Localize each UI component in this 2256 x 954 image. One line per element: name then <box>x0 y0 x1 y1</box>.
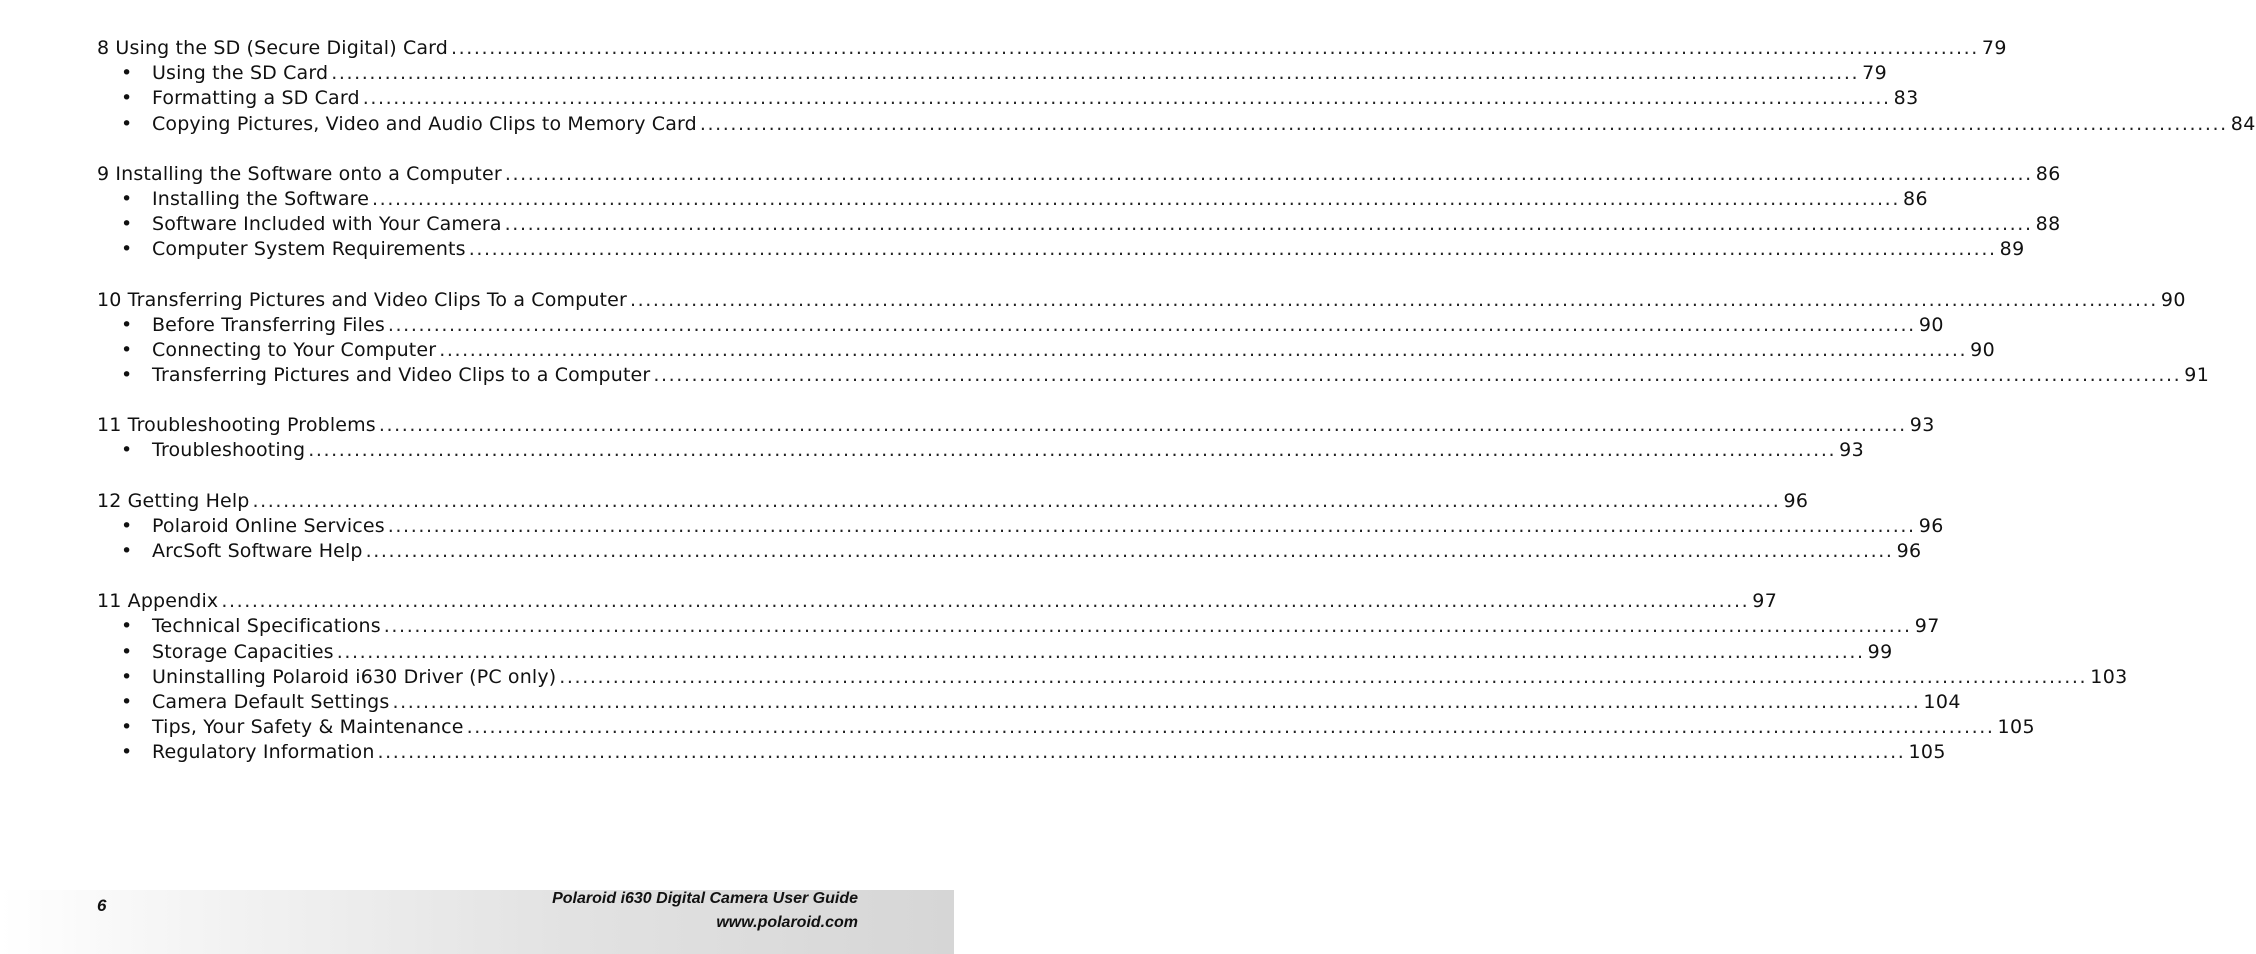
bullet-icon: • <box>121 238 133 261</box>
toc-section <box>97 162 2061 263</box>
toc-entry-label: 9 Installing the Software onto a Computer <box>97 162 502 185</box>
toc-subentry <box>97 112 2256 137</box>
dot-leader: ........................................................................................................................................................................................................ <box>331 62 1860 85</box>
toc-chapter <box>97 413 1935 438</box>
toc-page-number: 79 <box>1862 62 1888 85</box>
toc-page-number: 84 <box>2230 112 2256 135</box>
dot-leader: ........................................................................................................................................................................................................ <box>559 665 2088 688</box>
toc-page-number: 105 <box>1908 741 1946 764</box>
bullet-icon: • <box>121 540 133 562</box>
bullet-icon: • <box>121 741 133 764</box>
toc-entry-label: 11 Appendix <box>97 590 219 613</box>
table-of-contents <box>97 36 2256 791</box>
toc-section <box>97 288 2210 389</box>
toc-page-number: 96 <box>1896 540 1922 562</box>
dot-leader: ........................................................................................................................................................................................................ <box>629 288 2158 311</box>
toc-entry-label: Connecting to Your Computer <box>152 338 437 361</box>
toc-entry-label: 8 Using the SD (Secure Digital) Card <box>97 37 448 59</box>
dot-leader: ........................................................................................................................................................................................................ <box>308 439 1837 462</box>
bullet-icon: • <box>121 640 133 663</box>
dot-leader: ........................................................................................................................................................................................................ <box>336 640 1865 663</box>
toc-entry-label: Uninstalling Polaroid i630 Driver (PC only) <box>152 665 557 688</box>
guide-title: Polaroid i630 Digital Camera User Guide <box>552 890 858 907</box>
toc-chapter <box>97 489 1809 514</box>
toc-entry-label: Computer System Requirements <box>152 238 466 261</box>
toc-entry-label: Formatting a SD Card <box>152 87 360 110</box>
toc-entry-label: Before Transferring Files <box>152 313 385 336</box>
website-url[interactable]: www.polaroid.com <box>716 914 858 931</box>
toc-entry-label: Transferring Pictures and Video Clips to a Computer <box>152 364 651 387</box>
toc-subentry <box>97 715 2036 740</box>
toc-section <box>97 589 2128 765</box>
toc-page-number: 97 <box>1914 615 1940 638</box>
toc-page-number: 103 <box>2090 665 2128 688</box>
toc-chapter <box>97 288 2186 313</box>
bullet-icon: • <box>121 338 133 361</box>
dot-leader: ........................................................................................................................................................................................................ <box>362 87 1891 110</box>
page-footer <box>0 890 954 954</box>
dot-leader: ........................................................................................................................................................................................................ <box>653 364 2182 387</box>
dot-leader: ........................................................................................................................................................................................................ <box>699 112 2228 135</box>
toc-subentry <box>97 740 1946 765</box>
toc-entry-label: Copying Pictures, Video and Audio Clips to Memory Card <box>152 112 697 135</box>
dot-leader: ........................................................................................................................................................................................................ <box>504 213 2033 236</box>
toc-entry-label: Software Included with Your Camera <box>152 213 502 236</box>
toc-entry-label: Technical Specifications <box>152 615 381 638</box>
dot-leader: ........................................................................................................................................................................................................ <box>387 313 1916 336</box>
toc-page-number: 96 <box>1918 514 1944 537</box>
toc-subentry <box>97 614 1940 639</box>
toc-entry-label: Using the SD Card <box>152 62 329 85</box>
toc-page-number: 83 <box>1893 87 1919 110</box>
toc-entry-label: Tips, Your Safety & Maintenance <box>152 716 464 739</box>
dot-leader: ........................................................................................................................................................................................................ <box>387 514 1916 537</box>
toc-section <box>97 489 1944 565</box>
bullet-icon: • <box>121 716 133 739</box>
toc-subentry <box>97 212 2061 237</box>
toc-entry-label: Storage Capacities <box>152 640 334 663</box>
toc-page-number: 79 <box>1981 37 2007 59</box>
toc-page-number: 86 <box>1902 187 1928 210</box>
toc-page-number: 99 <box>1867 640 1893 663</box>
dot-leader: ........................................................................................................................................................................................................ <box>504 162 2033 185</box>
toc-subentry <box>97 237 2025 262</box>
toc-subentry <box>97 539 1922 564</box>
toc-page-number: 97 <box>1752 590 1778 613</box>
toc-entry-label: Camera Default Settings <box>152 690 390 713</box>
toc-page-number: 90 <box>1970 338 1996 361</box>
dot-leader: ........................................................................................................................................................................................................ <box>439 338 1968 361</box>
toc-page-number: 90 <box>1918 313 1944 336</box>
dot-leader: ........................................................................................................................................................................................................ <box>372 187 1900 210</box>
toc-entry-label: Troubleshooting <box>152 439 306 462</box>
dot-leader: ........................................................................................................................................................................................................ <box>252 489 1781 512</box>
dot-leader: ........................................................................................................................................................................................................ <box>365 540 1894 562</box>
toc-section <box>97 413 1935 463</box>
bullet-icon: • <box>121 187 133 210</box>
toc-subentry <box>97 338 1996 363</box>
toc-page-number: 96 <box>1783 489 1809 512</box>
toc-page-number: 91 <box>2184 364 2210 387</box>
bullet-icon: • <box>121 514 133 537</box>
toc-page-number: 86 <box>2035 162 2061 185</box>
toc-entry-label: ArcSoft Software Help <box>152 540 363 562</box>
toc-page-number: 90 <box>2160 288 2186 311</box>
bullet-icon: • <box>121 87 133 110</box>
dot-leader: ........................................................................................................................................................................................................ <box>468 238 1997 261</box>
bullet-icon: • <box>121 665 133 688</box>
toc-entry-label: Regulatory Information <box>152 741 375 764</box>
toc-page-number: 104 <box>1923 690 1961 713</box>
toc-chapter <box>97 36 2007 61</box>
toc-chapter <box>97 162 2061 187</box>
toc-page-number: 89 <box>1999 238 2025 261</box>
bullet-icon: • <box>121 213 133 236</box>
dot-leader: ........................................................................................................................................................................................................ <box>377 741 1906 764</box>
bullet-icon: • <box>121 112 133 135</box>
toc-entry-label: 10 Transferring Pictures and Video Clips To a Computer <box>97 288 627 311</box>
toc-page-number: 93 <box>1839 439 1865 462</box>
dot-leader: ........................................................................................................................................................................................................ <box>221 590 1750 613</box>
toc-subentry <box>97 61 1888 86</box>
toc-entry-label: 11 Troubleshooting Problems <box>97 414 376 437</box>
bullet-icon: • <box>121 364 133 387</box>
toc-entry-label: Installing the Software <box>152 187 370 210</box>
toc-subentry <box>97 313 1944 338</box>
toc-subentry <box>97 690 1961 715</box>
toc-subentry <box>97 363 2210 388</box>
toc-subentry <box>97 665 2128 690</box>
toc-entry-label: Polaroid Online Services <box>152 514 385 537</box>
page-number: 6 <box>97 896 107 915</box>
dot-leader: ........................................................................................................................................................................................................ <box>466 716 1995 739</box>
toc-subentry <box>97 187 1928 212</box>
dot-leader: ........................................................................................................................................................................................................ <box>451 37 1979 59</box>
toc-page-number: 93 <box>1909 414 1935 437</box>
toc-subentry <box>97 514 1944 539</box>
toc-page-number: 105 <box>1997 716 2036 739</box>
toc-subentry <box>97 640 1893 665</box>
dot-leader: ........................................................................................................................................................................................................ <box>392 690 1921 713</box>
toc-section <box>97 36 2256 137</box>
toc-chapter <box>97 589 1778 614</box>
toc-subentry <box>97 438 1865 463</box>
bullet-icon: • <box>121 690 133 713</box>
bullet-icon: • <box>121 62 133 85</box>
bullet-icon: • <box>121 615 133 638</box>
bullet-icon: • <box>121 439 133 462</box>
dot-leader: ........................................................................................................................................................................................................ <box>378 414 1907 437</box>
toc-entry-label: 12 Getting Help <box>97 489 250 512</box>
bullet-icon: • <box>121 313 133 336</box>
toc-subentry <box>97 86 1919 111</box>
dot-leader: ........................................................................................................................................................................................................ <box>383 615 1912 638</box>
toc-page-number: 88 <box>2035 213 2061 236</box>
